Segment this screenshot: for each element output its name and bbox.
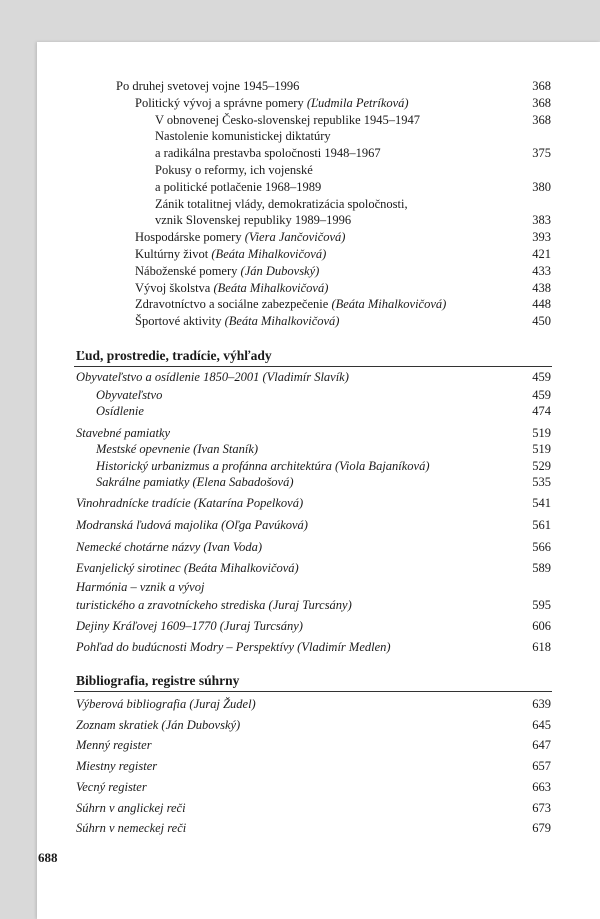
toc-entry-title bbox=[96, 388, 162, 402]
toc-entry-title bbox=[76, 426, 170, 440]
toc-entry-title bbox=[135, 297, 446, 311]
toc-entry-title bbox=[135, 314, 339, 328]
toc-entry-page: 541 bbox=[532, 496, 551, 510]
toc-entry-title bbox=[135, 96, 409, 110]
toc-entry-text: Evanjelický sirotinec (Beáta Mihalkovičová) bbox=[76, 561, 299, 575]
toc-entry-text: Zánik totalitnej vlády, demokratizácia spoločnosti, bbox=[155, 196, 408, 211]
toc-entry-text: Náboženské pomery bbox=[135, 263, 238, 278]
toc-entry-page: 421 bbox=[532, 247, 551, 261]
toc-entry-page: 438 bbox=[532, 280, 551, 295]
toc-entry-text: Miestny register bbox=[76, 759, 158, 774]
toc-entry-text: Kultúrny život bbox=[135, 247, 209, 261]
toc-entry-page: 383 bbox=[532, 213, 551, 228]
toc-entry-title bbox=[76, 370, 349, 384]
toc-entry-text: Mestské opevnenie (Ivan Staník) bbox=[96, 442, 259, 456]
toc-entry-page: 375 bbox=[532, 146, 551, 161]
toc-entry-title bbox=[76, 561, 299, 575]
toc-entry-title bbox=[155, 113, 420, 127]
toc-entry-title bbox=[96, 459, 430, 473]
toc-entry-text: a politické potlačenie 1968–1989 bbox=[155, 179, 322, 194]
toc-entry-page: 663 bbox=[532, 779, 551, 794]
toc-entry-text: Hospodárske pomery bbox=[135, 230, 242, 245]
toc-entry-author: (Beáta Mihalkovičová) bbox=[224, 314, 340, 329]
toc-entry-title bbox=[135, 247, 326, 261]
page-number: 688 bbox=[38, 850, 58, 865]
toc-entry-page: 589 bbox=[532, 561, 551, 575]
toc-entry-title bbox=[155, 180, 321, 194]
toc-entry-page: 368 bbox=[532, 95, 551, 110]
toc-entry-text: Stavebné pamiatky bbox=[76, 426, 171, 440]
toc-entry-page: 566 bbox=[532, 540, 551, 554]
toc-entry-author: (Ľudmila Petríková) bbox=[306, 95, 409, 110]
toc-entry-title bbox=[135, 281, 328, 295]
toc-entry-text: Menný register bbox=[76, 738, 152, 753]
toc-entry-title bbox=[96, 404, 144, 418]
toc-entry-text: Výberová bibliografia (Juraj Žudel) bbox=[76, 697, 256, 711]
toc-entry-page: 450 bbox=[532, 314, 551, 329]
toc-entry-title bbox=[76, 697, 256, 711]
toc-entry-title bbox=[76, 738, 152, 752]
toc-entry-page: 519 bbox=[532, 426, 551, 440]
toc-entry-title bbox=[76, 496, 303, 510]
toc-entry-text: V obnovenej Česko-slovenskej republike 1945–1947 bbox=[155, 112, 421, 127]
toc-entry-author: (Ján Dubovský) bbox=[240, 263, 320, 278]
section-heading-lud: Ľud, prostredie, tradície, výhľady bbox=[76, 348, 272, 363]
toc-entry-text: Obyvateľstvo bbox=[96, 388, 163, 402]
toc-entry-text: Vývoj školstva bbox=[135, 280, 211, 295]
toc-entry-page: 561 bbox=[532, 518, 551, 532]
toc-entry-page: 380 bbox=[532, 179, 551, 194]
toc-entry-page: 618 bbox=[532, 640, 551, 654]
toc-entry-page: 679 bbox=[532, 821, 551, 836]
toc-entry-page: 639 bbox=[532, 697, 551, 711]
toc-entry-text: Politický vývoj a správne pomery bbox=[135, 95, 304, 110]
toc-entry-text: Sakrálne pamiatky (Elena Sabadošová) bbox=[96, 475, 294, 489]
toc-entry-title bbox=[116, 79, 299, 93]
toc-entry-text: Pohľad do budúcnosti Modry – Perspektívy (Vladimír Medlen) bbox=[76, 640, 391, 654]
toc-entry-title bbox=[155, 146, 381, 160]
toc-entry-text: vznik Slovenskej republiky 1989–1996 bbox=[155, 213, 352, 228]
toc-entry-title bbox=[155, 197, 408, 211]
toc-entry-title bbox=[76, 801, 186, 815]
toc-entry-text: Zoznam skratiek (Ján Dubovský) bbox=[76, 717, 241, 732]
toc-entry-title bbox=[76, 518, 308, 532]
toc-entry-title bbox=[155, 129, 331, 143]
toc-entry-page: 657 bbox=[532, 759, 551, 774]
section-rule bbox=[74, 366, 552, 367]
toc-entry-page: 433 bbox=[532, 263, 551, 278]
toc-entry-text: Historický urbanizmus a profánna architektúra (Viola Bajaníková) bbox=[96, 459, 430, 473]
toc-entry-text: Pokusy o reformy, ich vojenské bbox=[155, 163, 313, 177]
section-rule bbox=[74, 691, 552, 692]
toc-entry-text: Vecný register bbox=[76, 779, 147, 794]
toc-entry-author: (Beáta Mihalkovičová) bbox=[211, 247, 327, 261]
toc-entry-page: 647 bbox=[532, 738, 551, 753]
toc-entry-title bbox=[155, 163, 313, 177]
toc-entry-text: Zdravotníctvo a sociálne zabezpečenie bbox=[135, 297, 329, 312]
toc-entry-page: 535 bbox=[532, 475, 551, 489]
toc-entry-title bbox=[76, 619, 303, 633]
toc-entry-text: Po druhej svetovej vojne 1945–1996 bbox=[116, 79, 300, 93]
toc-entry-page: 673 bbox=[532, 800, 551, 815]
toc-entry-page: 448 bbox=[532, 297, 551, 312]
toc-entry-page: 529 bbox=[532, 459, 551, 473]
toc-entry-author: (Beáta Mihalkovičová) bbox=[331, 297, 447, 312]
toc-entry-title bbox=[76, 718, 240, 732]
toc-entry-text: Osídlenie bbox=[96, 404, 144, 418]
toc-entry-text: Vinohradnícke tradície (Katarína Popelková) bbox=[76, 496, 304, 510]
toc-entry-title bbox=[155, 213, 351, 227]
toc-entry-title bbox=[76, 821, 186, 835]
toc-entry-author: (Beáta Mihalkovičová) bbox=[213, 280, 329, 295]
toc-entry-text: Modranská ľudová majolika (Oľga Pavúková) bbox=[76, 518, 308, 532]
toc-entry-page: 459 bbox=[532, 388, 551, 402]
toc-entry-page: 645 bbox=[532, 717, 551, 732]
toc-entry-text: Harmónia – vznik a vývoj bbox=[76, 580, 205, 594]
toc-entry-text: Súhrn v anglickej reči bbox=[76, 800, 186, 815]
toc-entry-title bbox=[76, 540, 262, 554]
toc-entry-author: (Viera Jančovičová) bbox=[244, 230, 346, 245]
toc-entry-text: Športové aktivity bbox=[135, 314, 222, 329]
toc-entry-page: 368 bbox=[532, 112, 551, 127]
toc-entry-text: Dejiny Kráľovej 1609–1770 (Juraj Turcsány) bbox=[76, 619, 303, 633]
toc-entry-text: Nastolenie komunistickej diktatúry bbox=[155, 129, 331, 144]
toc-entry-title bbox=[76, 780, 147, 794]
toc-entry-page: 393 bbox=[532, 230, 551, 245]
toc-entry-text: Súhrn v nemeckej reči bbox=[76, 821, 187, 836]
toc-entry-page: 368 bbox=[532, 79, 551, 93]
toc-entry-title bbox=[76, 759, 157, 773]
toc-entry-text: a radikálna prestavba spoločnosti 1948–1967 bbox=[155, 146, 381, 161]
toc-entry-page: 606 bbox=[532, 619, 551, 633]
toc-entry-title bbox=[96, 475, 294, 489]
toc-entry-page: 595 bbox=[532, 598, 551, 612]
toc-entry-page: 519 bbox=[532, 442, 551, 456]
toc-entry-text: Nemecké chotárne názvy (Ivan Voda) bbox=[76, 540, 263, 554]
toc-entry-title bbox=[76, 598, 352, 612]
toc-entry-page: 459 bbox=[532, 370, 551, 384]
toc-entry-title bbox=[76, 640, 391, 654]
section-heading-bibliografia: Bibliografia, registre súhrny bbox=[76, 673, 240, 688]
toc-entry-title bbox=[135, 230, 345, 244]
toc-entry-page: 474 bbox=[532, 404, 551, 418]
toc-entry-title bbox=[76, 580, 204, 594]
toc-entry-title bbox=[96, 442, 258, 456]
toc-entry-text: Obyvateľstvo a osídlenie 1850–2001 (Vladimír Slavík) bbox=[76, 370, 349, 384]
toc-entry-title bbox=[135, 264, 319, 278]
toc-entry-text: turistického a zravotníckeho strediska (Juraj Turcsány) bbox=[76, 598, 352, 612]
